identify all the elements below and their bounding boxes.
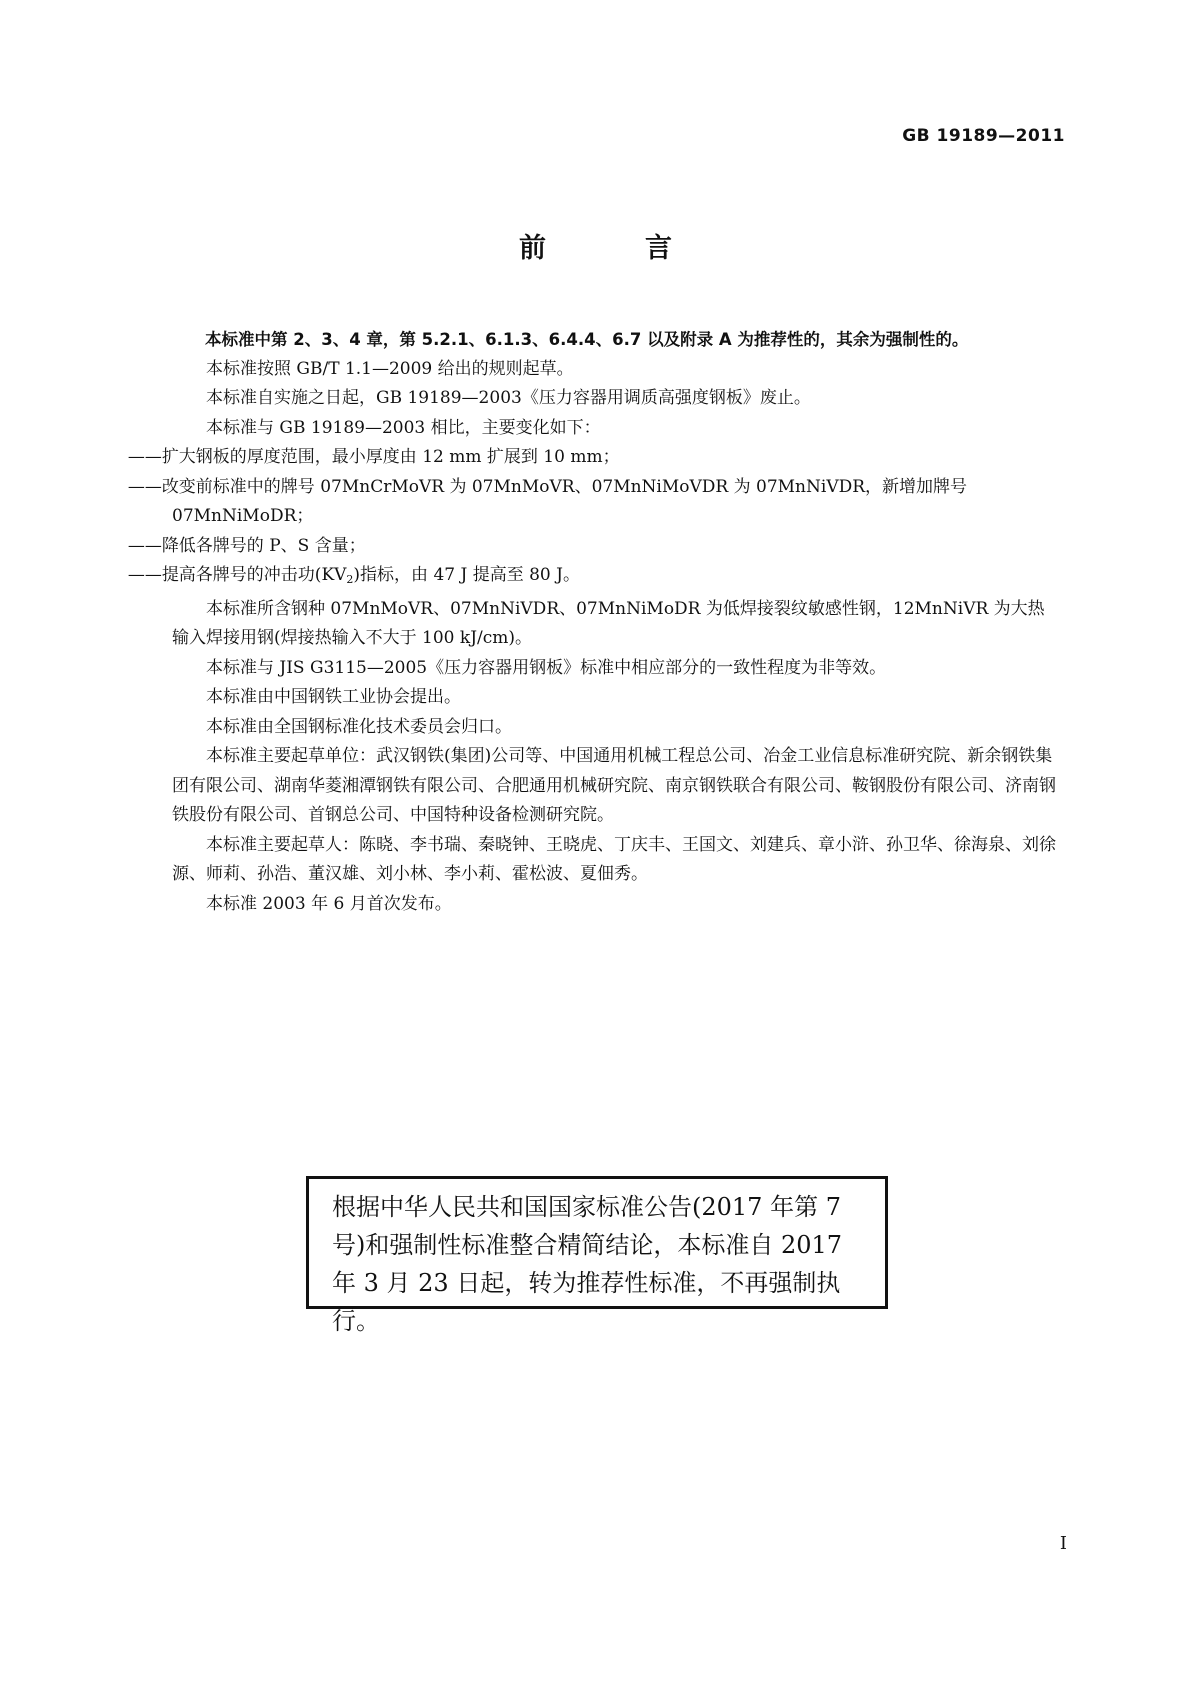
- paragraph-steel-grades: 本标准所含钢种 07MnMoVR、07MnNiVDR、07MnNiMoDR 为低焊接裂纹敏感性钢，12MnNiVR 为大热输入焊接用钢(焊接热输入不大于 100 kJ/cm)。: [172, 598, 1045, 648]
- paragraph-changes-intro: 本标准与 GB 19189—2003 相比，主要变化如下：: [206, 417, 601, 438]
- paragraph-first-issue: 本标准 2003 年 6 月首次发布。: [206, 893, 452, 914]
- paragraph-consistency: 本标准与 JIS G3115—2005《压力容器用钢板》标准中相应部分的一致性程度为非等效。: [206, 657, 887, 678]
- standard-code: GB 19189—2011: [902, 126, 1065, 146]
- paragraph-drafting-units: 本标准主要起草单位：武汉钢铁(集团)公司等、中国通用机械工程总公司、冶金工业信息标准研究院、新余钢铁集团有限公司、湖南华菱湘潭钢铁有限公司、合肥通用机械研究院、南京钢铁联合有限公司、鞍钢股份有限公司、济南钢铁股份有限公司、首钢总公司、中国特种设备检测研究院。: [172, 746, 1056, 825]
- change-item: ——扩大钢板的厚度范围，最小厚度由 12 mm 扩展到 10 mm；: [127, 447, 620, 467]
- change-item-text: ——提高各牌号的冲击功(KV: [127, 565, 347, 585]
- change-item-text: )指标，由 47 J 提高至 80 J。: [353, 565, 580, 585]
- foreword-body: [127, 325, 1060, 919]
- page-number: I: [1059, 1533, 1067, 1554]
- subscript: 2: [346, 573, 354, 586]
- change-item: ——降低各牌号的 P、S 含量；: [127, 535, 366, 556]
- paragraph-administered-by: 本标准由全国钢标准化技术委员会归口。: [206, 716, 512, 737]
- page-title: 前 言: [519, 233, 708, 264]
- change-item-impact-energy: [127, 561, 1060, 595]
- paragraph-drafters: 本标准主要起草人：陈晓、李书瑞、秦晓钟、王晓虎、丁庆丰、王国文、刘建兵、章小浒、孙卫华、徐海泉、刘徐源、师莉、孙浩、董汉雄、刘小林、李小莉、霍松波、夏佃秀。: [172, 834, 1056, 884]
- notice-box: [306, 1176, 888, 1335]
- paragraph-replacement: 本标准自实施之日起，GB 19189—2003《压力容器用调质高强度钢板》废止。: [206, 388, 811, 408]
- notice-text: 根据中华人民共和国国家标准公告(2017 年第 7 号)和强制性标准整合精简结论，本标准自 2017 年 3 月 23 日起，转为推荐性标准，不再强制执行。: [332, 1193, 843, 1335]
- paragraph-proposed-by: 本标准由中国钢铁工业协会提出。: [206, 687, 461, 707]
- paragraph-recommended-clauses: 本标准中第 2、3、4 章，第 5.2.1、6.1.3、6.4.4、6.7 以及附录 A 为推荐性的，其余为强制性的。: [205, 330, 969, 349]
- change-item: ——改变前标准中的牌号 07MnCrMoVR 为 07MnMoVR、07MnNiMoVDR 为 07MnNiVDR，新增加牌号 07MnNiMoDR；: [127, 476, 968, 526]
- paragraph-drafting-rules: 本标准按照 GB/T 1.1—2009 给出的规则起草。: [206, 358, 574, 379]
